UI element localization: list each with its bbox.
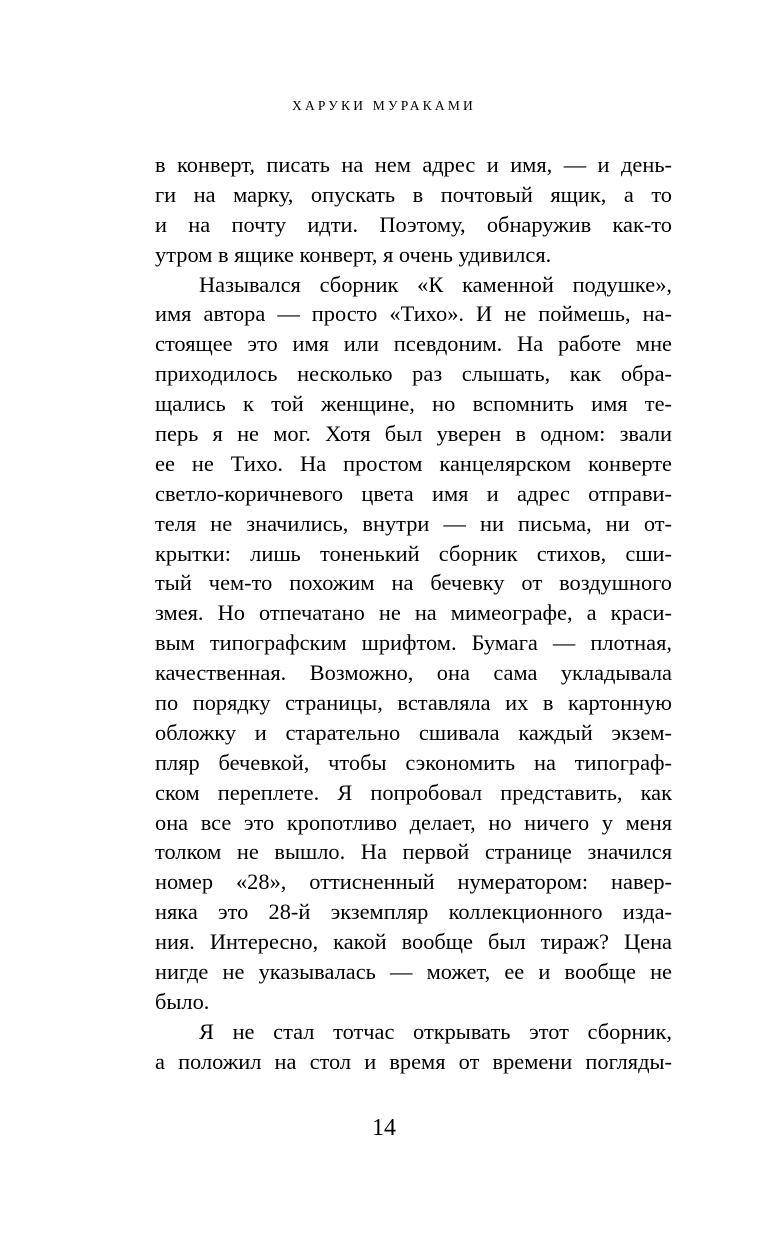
page-number: 14: [372, 1115, 396, 1141]
text-line: приходилось несколько раз слышать, как обра-: [155, 361, 672, 387]
text-line: крытки: лишь тоненький сборник стихов, сши-: [155, 540, 672, 566]
text-line: обложку и старательно сшивала каждый экзем-: [155, 719, 672, 745]
text-line: в конверт, писать на нем адрес и имя, — и день-: [155, 152, 672, 177]
text-line: стоящее это имя или псевдоним. На работе мне: [155, 331, 672, 357]
running-header: ХАРУКИ МУРАКАМИ: [292, 98, 476, 113]
text-line: имя автора — просто «Тихо». И не поймешь, на-: [155, 301, 672, 327]
text-line: змея. Но отпечатано не на мимеографе, а краси-: [155, 600, 672, 626]
text-line: и на почту идти. Поэтому, обнаружив как-то: [155, 211, 672, 237]
text-line: нигде не указывалась — может, ее и вообще не: [155, 959, 672, 985]
text-line: вым типографским шрифтом. Бумага — плотная,: [155, 630, 672, 656]
text-line: ния. Интересно, какой вообще был тираж? Цена: [155, 929, 672, 955]
text-line: было.: [155, 988, 210, 1014]
text-line: а положил на стол и время от времени погляды-: [155, 1048, 672, 1074]
text-line: перь я не мог. Хотя был уверен в одном: звали: [155, 421, 672, 447]
text-line: светло-коричневого цвета имя и адрес отправи-: [155, 480, 672, 506]
text-line: утром в ящике конверт, я очень удивился.: [155, 241, 552, 267]
text-line: щались к той женщине, но вспомнить имя те-: [155, 391, 672, 417]
text-line: номер «28», оттисненный нумератором: навер-: [155, 869, 672, 895]
text-line: качественная. Возможно, она сама укладывала: [155, 660, 672, 686]
text-line: Я не стал тотчас открывать этот сборник,: [199, 1018, 672, 1044]
text-line: ее не Тихо. На простом канцелярском конверте: [155, 450, 672, 476]
text-line: по порядку страницы, вставляла их в картонную: [155, 690, 672, 716]
text-line: теля не значились, внутри — ни письма, ни от-: [155, 510, 672, 536]
body-text: [155, 150, 672, 1077]
text-line: ском переплете. Я попробовал представить, как: [155, 779, 672, 805]
text-line: она все это кропотливо делает, но ничего у меня: [155, 809, 672, 835]
text-line: тый чем-то похожим на бечевку от воздушного: [155, 570, 672, 596]
text-line: пляр бечевкой, чтобы сэкономить на типограф-: [155, 749, 672, 775]
text-line: Назывался сборник «К каменной подушке»,: [199, 271, 672, 297]
text-line: ги на марку, опускать в почтовый ящик, а то: [155, 181, 672, 207]
text-line: няка это 28-й экземпляр коллекционного изда-: [155, 899, 672, 925]
text-line: толком не вышло. На первой странице значился: [155, 839, 672, 865]
